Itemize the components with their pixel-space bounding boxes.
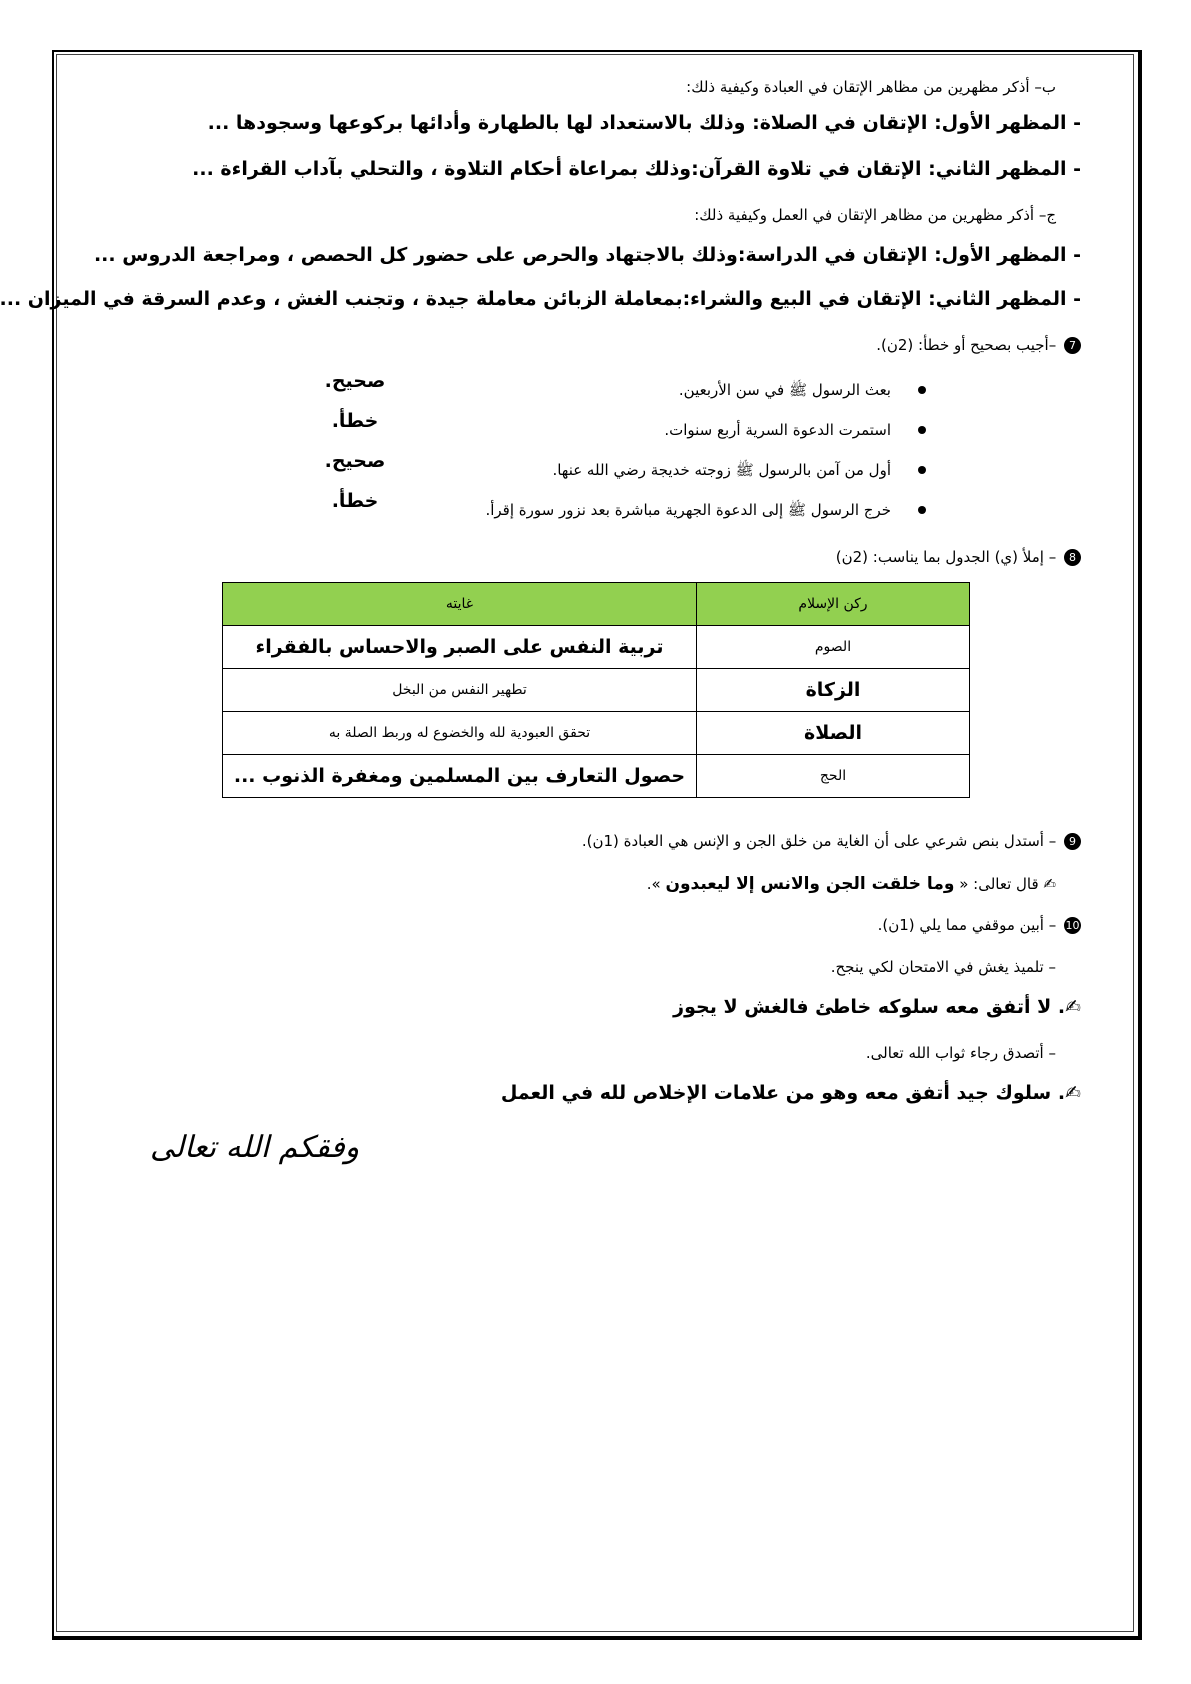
table-row	[223, 669, 970, 712]
question-c: ج– أذكر مظهرين من مظاهر الإتقان في العمل وكيفية ذلك:	[694, 206, 1056, 224]
pillars-table	[222, 582, 970, 798]
q7-title	[876, 336, 1081, 354]
closing-signature: وفقكم الله تعالى	[150, 1130, 360, 1165]
answer-text: الإتقان في تلاوة القرآن:وذلك بمراعاة أحكام التلاوة ، والتحلي بآداب القراءة ...	[192, 158, 922, 180]
pillar-cell: الحج	[697, 755, 970, 798]
bullet-icon	[918, 386, 926, 394]
statement-text: استمرت الدعوة السرية أربع سنوات.	[664, 421, 891, 439]
table-row	[223, 755, 970, 798]
statement-text: خرج الرسول ﷺ إلى الدعوة الجهرية مباشرة بعد نزور سورة إقرأ.	[485, 501, 891, 519]
list-item	[366, 456, 926, 496]
q9-answer	[647, 874, 1056, 894]
bullet-icon	[918, 426, 926, 434]
q7-title-text: –أجيب بصحيح أو خطأ: (2ن).	[876, 336, 1057, 354]
q9-number-badge: 9	[1064, 833, 1081, 850]
verse-suffix: ».	[646, 875, 661, 893]
answer-c-2	[0, 288, 1081, 310]
column-header-goal: غايته	[223, 583, 697, 626]
answer-label: - المظهر الأول:	[934, 244, 1081, 266]
answer-label: - المظهر الثاني:	[928, 158, 1081, 180]
goal-cell: حصول التعارف بين المسلمين ومغفرة الذنوب ...	[223, 755, 697, 798]
table-header-row	[223, 583, 970, 626]
q10-answer-1: ✍. لا أتفق معه سلوكه خاطئ فالغش لا يجوز	[673, 996, 1081, 1018]
q7-answers	[300, 370, 410, 530]
pillar-cell: الصلاة	[697, 712, 970, 755]
table-row	[223, 626, 970, 669]
bullet-icon	[918, 466, 926, 474]
answer-label: - المظهر الثاني:	[928, 288, 1081, 310]
statement-text: أول من آمن بالرسول ﷺ زوجته خديجة رضي الله عنها.	[552, 461, 891, 479]
q7-statements	[366, 376, 926, 536]
q8-title-text: – إملأ (ي) الجدول بما يناسب: (2ن)	[835, 548, 1057, 566]
answer-label: - المظهر الأول:	[934, 112, 1081, 134]
list-item	[366, 416, 926, 456]
goal-cell: تطهير النفس من البخل	[223, 669, 697, 712]
question-b: ب– أذكر مظهرين من مظاهر الإتقان في العبادة وكيفية ذلك:	[686, 78, 1056, 96]
q10-situation-1: – تلميذ يغش في الامتحان لكي ينجح.	[830, 958, 1056, 976]
answer-text: الإتقان في البيع والشراء:بمعاملة الزبائن معاملة جيدة ، وتجنب الغش ، وعدم السرقة في الميزان ...	[0, 288, 922, 310]
q10-situation-2: – أتصدق رجاء ثواب الله تعالى.	[865, 1044, 1056, 1062]
pillar-cell: الزكاة	[697, 669, 970, 712]
q9-title	[582, 832, 1081, 850]
q8-title	[836, 548, 1081, 566]
answer-c-1	[94, 244, 1081, 266]
true-false-answer: خطأ.	[331, 490, 379, 512]
list-item	[366, 376, 926, 416]
answer-b-1	[208, 112, 1081, 134]
q10-number-badge: 10	[1065, 919, 1080, 932]
true-false-answer: خطأ.	[331, 410, 379, 432]
true-false-answer: صحيح.	[324, 450, 386, 472]
column-header-pillar: ركن الإسلام	[697, 583, 970, 626]
true-false-answer: صحيح.	[324, 370, 386, 392]
q10-answer-2: ✍. سلوك جيد أتفق معه وهو من علامات الإخلاص لله في العمل	[500, 1082, 1081, 1104]
goal-cell: تحقق العبودية لله والخضوع له وربط الصلة به	[223, 712, 697, 755]
q10-title-text: – أبين موقفي مما يلي (1ن).	[877, 916, 1057, 934]
pillar-cell: الصوم	[697, 626, 970, 669]
quran-verse: وما خلقت الجن والانس إلا ليعبدون	[665, 874, 955, 894]
table-row	[223, 712, 970, 755]
answer-text: الإتقان في الصلاة: وذلك بالاستعداد لها بالطهارة وأدائها بركوعها وسجودها ...	[207, 112, 928, 134]
statement-text: بعث الرسول ﷺ في سن الأربعين.	[678, 381, 891, 399]
q9-title-text: – أستدل بنص شرعي على أن الغاية من خلق الجن و الإنس هي العبادة (1ن).	[581, 832, 1057, 850]
q8-number-badge: 8	[1064, 549, 1081, 566]
q10-title	[878, 916, 1081, 934]
list-item	[366, 496, 926, 536]
goal-cell: تربية النفس على الصبر والاحساس بالفقراء	[223, 626, 697, 669]
answer-b-2	[192, 158, 1081, 180]
bullet-icon	[918, 506, 926, 514]
answer-text: الإتقان في الدراسة:وذلك بالاجتهاد والحرص على حضور كل الحصص ، ومراجعة الدروس ...	[93, 244, 928, 266]
verse-prefix: ✍ قال تعالى: «	[959, 875, 1056, 893]
q7-number-badge: 7	[1064, 337, 1081, 354]
